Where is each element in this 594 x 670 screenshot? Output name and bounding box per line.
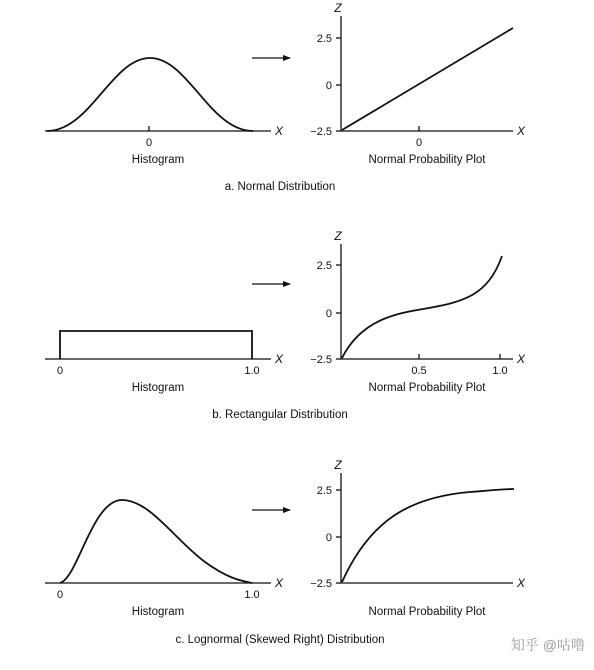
- plot-y-tick-label: −2.5: [310, 126, 332, 138]
- histogram-label: Histogram: [131, 382, 185, 394]
- histogram-tick-label: 1.0: [244, 365, 260, 377]
- panel-caption: c. Lognormal (Skewed Right) Distribution: [175, 634, 385, 646]
- plot-label: Normal Probability Plot: [368, 154, 486, 166]
- s-shaped-probability-curve: [342, 256, 502, 358]
- histogram-tick-label: 1.0: [244, 589, 260, 601]
- histogram-label: Histogram: [131, 154, 185, 166]
- plot-x-axis-label: X: [517, 352, 526, 366]
- probability-plot-lognormal: [310, 458, 526, 618]
- histogram-lognormal: [45, 500, 284, 618]
- plot-y-tick-label: 0: [325, 532, 332, 544]
- plot-y-tick-label: 2.5: [316, 485, 332, 497]
- histogram-tick-label: 0: [56, 589, 64, 601]
- probability-plot-normal: [310, 1, 526, 166]
- rectangular-histogram-outline: [60, 331, 252, 359]
- histogram-x-axis-label: X: [275, 352, 284, 366]
- histogram-x-axis-label: X: [275, 576, 284, 590]
- panel-caption: b. Rectangular Distribution: [212, 409, 348, 421]
- plot-y-tick-label: 0: [325, 308, 332, 320]
- normal-probability-line: [342, 28, 513, 130]
- panel-rectangular: [45, 229, 526, 421]
- concave-probability-curve: [342, 489, 514, 582]
- histogram-label: Histogram: [131, 606, 185, 618]
- probability-plot-rectangular: [310, 229, 526, 394]
- panel-lognormal: [45, 458, 526, 646]
- histogram-x-axis-label: X: [275, 124, 284, 138]
- histogram-rectangular: [45, 331, 284, 394]
- plot-x-tick-label: 0: [415, 137, 423, 149]
- plot-x-tick-label: 1.0: [492, 365, 508, 377]
- plot-label: Normal Probability Plot: [368, 606, 486, 618]
- plot-y-tick-label: 0: [325, 80, 332, 92]
- watermark: 知乎 @咕噜: [510, 637, 585, 653]
- panel-caption: a. Normal Distribution: [224, 181, 336, 193]
- plot-y-tick-label: 2.5: [316, 260, 332, 272]
- plot-y-axis-label: Z: [334, 458, 342, 472]
- plot-x-axis-label: X: [517, 124, 526, 138]
- histogram-normal: [45, 58, 284, 166]
- plot-label: Normal Probability Plot: [368, 382, 486, 394]
- histogram-tick-label: 0: [145, 137, 153, 149]
- plot-y-axis-label: Z: [334, 229, 342, 243]
- histogram-tick-label: 0: [56, 365, 64, 377]
- normal-histogram-curve: [47, 58, 253, 131]
- plot-x-tick-label: 0.5: [411, 365, 427, 377]
- right-skewed-histogram-curve: [60, 500, 252, 583]
- plot-y-tick-label: −2.5: [310, 354, 332, 366]
- plot-y-tick-label: 2.5: [316, 33, 332, 45]
- plot-x-axis-label: X: [517, 576, 526, 590]
- plot-y-axis-label: Z: [334, 1, 342, 15]
- plot-y-tick-label: −2.5: [310, 578, 332, 590]
- panel-normal: [45, 1, 526, 193]
